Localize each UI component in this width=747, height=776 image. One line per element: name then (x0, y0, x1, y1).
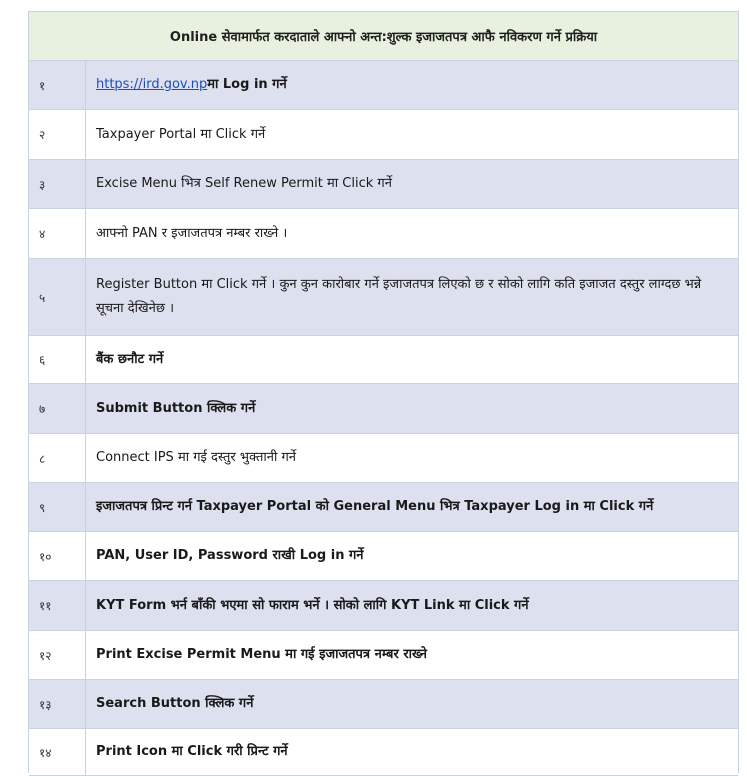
step-description: आफ्नो PAN र इजाजतपत्र नम्बर राख्ने । (96, 225, 288, 241)
table-row (29, 483, 738, 532)
table-row (29, 581, 738, 631)
table-row (29, 729, 738, 776)
table-row (29, 434, 738, 483)
step-number: १ (29, 61, 86, 109)
step-number: १२ (29, 631, 86, 679)
step-description: Connect IPS मा गई दस्तुर भुक्तानी गर्ने (96, 450, 297, 465)
step-description (86, 61, 738, 109)
table-row (29, 259, 738, 336)
step-description: Excise Menu भित्र Self Renew Permit मा Click गर्ने (96, 176, 392, 191)
step-text: मा Log in गर्ने (207, 77, 287, 92)
step-description: इजाजतपत्र प्रिन्ट गर्न Taxpayer Portal को General Menu भित्र Taxpayer Log in मा Click गर्ने (96, 499, 654, 514)
step-description: PAN, User ID, Password राखी Log in गर्ने (96, 548, 364, 563)
step-number: ८ (29, 434, 86, 482)
step-number: ११ (29, 581, 86, 630)
ird-link[interactable]: https://ird.gov.np (96, 77, 208, 92)
step-description: बैंक छनौट गर्ने (96, 351, 164, 367)
step-description: Print Excise Permit Menu मा गई इजाजतपत्र नम्बर राख्ने (96, 647, 427, 662)
step-number: ५ (29, 259, 86, 335)
procedure-table (28, 11, 739, 773)
step-number: १४ (29, 729, 86, 775)
step-number: २ (29, 110, 86, 159)
step-number: १० (29, 532, 86, 580)
table-row (29, 631, 738, 680)
table-row (29, 110, 738, 160)
table-title: Online सेवामार्फत करदाताले आफ्नो अन्त:शुल्क इजाजतपत्र आफै नविकरण गर्ने प्रक्रिया (29, 12, 738, 61)
step-number: ७ (29, 384, 86, 433)
step-description: KYT Form भर्न बाँकी भएमा सो फाराम भर्ने । सोको लागि KYT Link मा Click गर्ने (96, 597, 529, 613)
table-row (29, 61, 738, 110)
step-description: Register Button मा Click गर्ने । कुन कुन कारोबार गर्ने इजाजतपत्र लिएको छ र सोको लागि कति इजाजत दस्तुर लाग्दछ भन्ने सूचना देखिनेछ । (96, 277, 702, 316)
table-row (29, 680, 738, 729)
step-description: Submit Button क्लिक गर्ने (96, 400, 256, 416)
table-row (29, 160, 738, 209)
table-row (29, 209, 738, 259)
step-number: ३ (29, 160, 86, 208)
step-description: Print Icon मा Click गरी प्रिन्ट गर्ने (96, 744, 288, 759)
step-number: ४ (29, 209, 86, 258)
table-row (29, 336, 738, 384)
table-row (29, 384, 738, 434)
step-number: १३ (29, 680, 86, 728)
step-description: Taxpayer Portal मा Click गर्ने (96, 126, 266, 142)
step-description: Search Button क्लिक गर्ने (96, 696, 254, 711)
table-row (29, 532, 738, 581)
step-number: ९ (29, 483, 86, 531)
step-number: ६ (29, 336, 86, 383)
